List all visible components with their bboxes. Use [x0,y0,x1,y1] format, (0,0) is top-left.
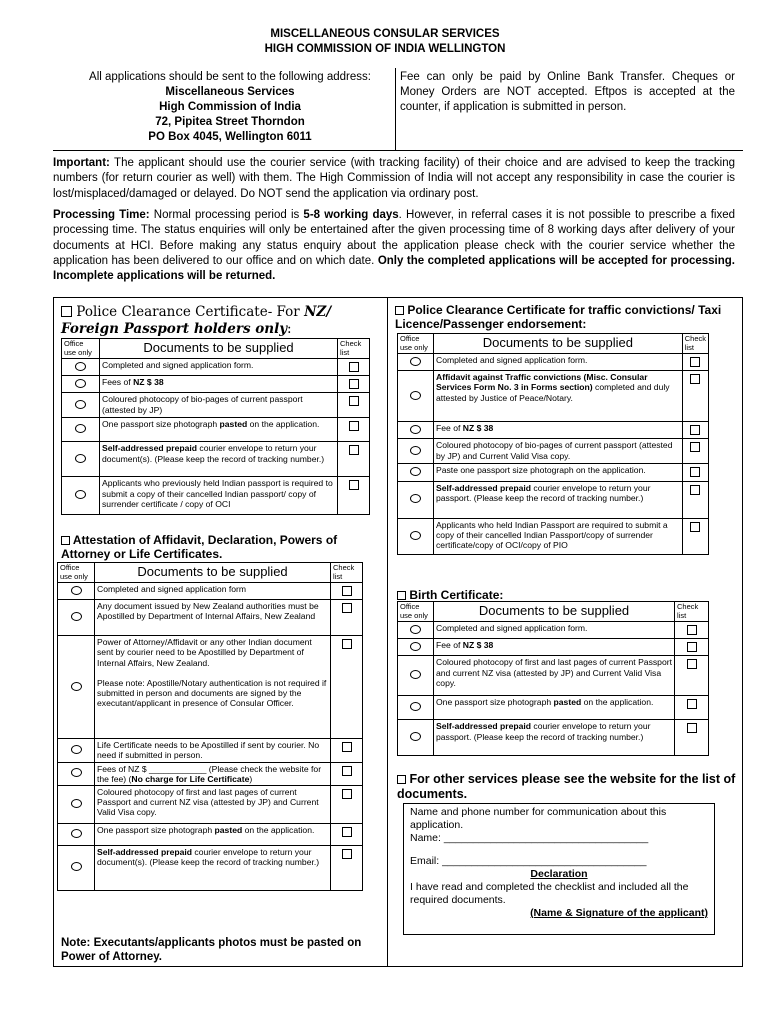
document-requirement [100,359,338,376]
office-use-cell [398,720,434,756]
declaration-box [403,803,715,935]
requirement-emphasis: No charge for Life Certificate [131,773,250,784]
document-requirement [100,418,338,442]
table-row [58,739,363,762]
table-row [398,696,709,720]
office-use-cell [398,439,434,464]
address-intro: All applications should be sent to the following address: [89,71,371,83]
office-use-marker[interactable] [410,732,421,741]
table-row [398,656,709,696]
document-requirement [95,739,331,762]
office-use-marker[interactable] [410,625,421,634]
table-row [58,762,363,785]
col-office: Office use only [62,339,100,359]
office-use-marker[interactable] [71,829,82,838]
address-line: PO Box 4045, Wellington 6011 [148,131,312,143]
checklist-checkbox[interactable] [349,396,359,406]
requirement-text: courier envelope to return your document(s). (Please keep the record of tracking number.) [97,847,320,868]
office-use-marker[interactable] [75,454,86,463]
checklist-checkbox[interactable] [690,485,700,495]
frame-bottom [53,966,743,967]
office-use-cell [398,371,434,422]
requirement-emphasis: pasted [214,825,243,836]
col-office: Office use only [398,334,434,354]
table-row [398,464,709,481]
address-block [60,70,400,145]
office-use-marker[interactable] [75,424,86,433]
requirement-text: completed and duly attested by Justice of Peace/Notary. [436,382,670,403]
col-docs: Documents to be supplied [100,339,338,359]
requirement-text: ) [249,773,253,784]
col-docs: Documents to be supplied [434,602,675,622]
office-use-cell [62,376,100,393]
requirement-text: courier envelope to return your passport. (Please keep the record of tracking number.) [436,721,651,742]
col-office: Office use only [398,602,434,622]
table-row [398,622,709,639]
document-requirement [95,583,331,600]
checklist-cell [675,696,709,720]
office-use-cell [398,464,434,481]
processing-warning: Only the completed applications will be accepted for processing. Incomplete applications will be returned. [53,254,735,283]
table-row [62,393,370,418]
checklist-checkbox[interactable] [349,445,359,455]
office-use-cell [58,846,95,891]
document-requirement [434,371,683,422]
col-check: Check list [331,563,363,583]
requirement-text: One passport size photograph [436,697,554,708]
requirement-emphasis: Affidavit against Traffic convictions (Misc. Consular Services Form No. 3 in Forms section) [436,372,648,393]
document-requirement [95,846,331,891]
table-row [398,481,709,518]
requirement-emphasis: NZ $ 38 [462,423,494,434]
document-requirement [434,439,683,464]
office-use-cell [58,583,95,600]
requirement-emphasis: pasted [219,419,248,430]
birth-title-text: Birth Certificate: [409,588,504,602]
office-use-marker[interactable] [410,467,421,476]
pcc-traffic-table [397,333,709,555]
checklist-checkbox[interactable] [687,699,697,709]
checklist-cell [331,786,363,824]
section-checkbox[interactable] [397,775,406,784]
requirement-text: Completed and signed application form [97,584,247,594]
requirement-text: Paste one passport size photograph on the application. [436,465,646,476]
office-use-cell [58,824,95,846]
checklist-cell [331,739,363,762]
contact-instruction: Name and phone number for communication about this application. [410,806,667,831]
table-row [398,354,709,371]
office-use-marker[interactable] [71,768,82,777]
checklist-cell [682,464,708,481]
checklist-cell [331,636,363,739]
affidavit-title [61,533,381,561]
pcc-nz-title [61,304,385,338]
office-use-cell [62,393,100,418]
other-services-title [397,772,737,802]
requirement-text: on the application. [247,419,320,430]
requirement-emphasis: Self-addressed prepaid [436,721,532,732]
office-use-marker[interactable] [75,490,86,499]
table-row [398,371,709,422]
office-use-marker[interactable] [410,446,421,455]
declaration-title: Declaration [530,868,588,880]
checklist-cell [338,359,370,376]
table-row [58,786,363,824]
checklist-checkbox[interactable] [342,586,352,596]
pcc-nz-title-b: NZ/ Foreign Passport holders only [61,304,332,337]
table-header [398,334,709,354]
important-paragraph [53,156,735,202]
requirement-text: on the application. [581,697,654,708]
document-requirement [434,720,675,756]
office-use-cell [58,739,95,762]
checklist-checkbox[interactable] [690,522,700,532]
requirement-text: Life Certificate needs to be Apostilled if sent by courier. No need if submitted in person. [97,740,320,761]
checklist-checkbox[interactable] [690,425,700,435]
table-row [58,600,363,636]
requirement-emphasis: Self-addressed prepaid [102,443,198,454]
checklist-cell [331,600,363,636]
office-use-marker[interactable] [410,531,421,540]
office-use-marker[interactable] [71,862,82,871]
requirement-emphasis: pasted [553,697,582,708]
checklist-cell [338,376,370,393]
requirement-text: Fees of [102,377,134,388]
address-divider [395,68,396,150]
checklist-cell [675,720,709,756]
checklist-cell [331,824,363,846]
checklist-checkbox[interactable] [342,603,352,613]
requirement-emphasis: NZ $ 38 [133,377,164,388]
requirement-text: Coloured photocopy of bio-pages of current passport (attested by JP) [102,394,303,415]
requirement-note: Please note: Apostille/Notary authentication is not required if submitted in person and documents are signed by the executant/applicant in presence of Consular Officer. [97,677,327,709]
checklist-checkbox[interactable] [349,362,359,372]
section-checkbox[interactable] [395,306,404,315]
important-label: Important: [53,157,110,169]
requirement-text: Fee of [436,640,463,651]
checklist-cell [675,656,709,696]
requirement-text: Fees of NZ $ ____________ (Please check the website for the fee) ( [97,763,322,784]
office-use-cell [58,636,95,739]
checklist-checkbox[interactable] [349,379,359,389]
checklist-checkbox[interactable] [687,642,697,652]
document-requirement [434,639,675,656]
office-use-cell [398,481,434,518]
document-requirement [434,622,675,639]
name-field[interactable]: Name: ___________________________________ [410,832,649,844]
office-use-cell [58,762,95,785]
office-use-cell [62,442,100,477]
section-checkbox[interactable] [397,591,406,600]
affidavit-title-text: Attestation of Affidavit, Declaration, Powers of Attorney or Life Certificates. [61,533,338,561]
birth-table [397,601,709,756]
document-requirement [100,393,338,418]
table-row [58,824,363,846]
office-use-marker[interactable] [71,612,82,621]
document-requirement [100,477,338,515]
table-header [398,602,709,622]
table-row [58,846,363,891]
checklist-cell [338,418,370,442]
birth-title [397,588,717,602]
office-use-cell [398,422,434,439]
requirement-text: Applicants who previously held Indian passport is required to submit a copy of their cancelled Indian passport/ copy of surrender certificate / copy of OCI [102,478,333,509]
checklist-cell [331,762,363,785]
office-use-marker[interactable] [410,391,421,400]
document-requirement [434,464,683,481]
requirement-text: Any document issued by New Zealand authorities must be Apostilled by Department of Internal Affairs, New Zealand [97,601,319,622]
checklist-cell [675,622,709,639]
checklist-checkbox[interactable] [687,659,697,669]
header-subtitle: HIGH COMMISSION OF INDIA WELLINGTON [264,43,506,55]
pcc-traffic-title [395,303,740,331]
frame-middle [387,297,388,967]
checklist-cell [682,439,708,464]
office-use-cell [398,696,434,720]
important-text: The applicant should use the courier service (with tracking facility) of their choice and are advised to keep the tracking numbers (for return courier as well) with them. The High Commission of India will not accept any responsibility in case the courier is lost/misplaced/damaged or delayed. Do NOT send the application via ordinary post. [53,157,735,200]
office-use-cell [398,622,434,639]
affidavit-note: Note: Executants/applicants photos must be pasted on Power of Attorney. [61,937,362,963]
office-use-cell [398,518,434,554]
checklist-checkbox[interactable] [690,442,700,452]
checklist-checkbox[interactable] [687,625,697,635]
document-requirement [434,354,683,371]
requirement-emphasis: NZ $ 38 [462,640,494,651]
document-requirement [95,600,331,636]
office-use-marker[interactable] [410,642,421,651]
pcc-nz-title-c: : [287,321,292,337]
requirement-emphasis: Self-addressed prepaid [436,482,532,493]
office-use-marker[interactable] [75,400,86,409]
processing-text: . However, in referral cases it is not possible to prescribe a fixed processing time. The status enquiries will only be entertained after the given processing time of 8 working days after delivery of your documents at HCI. Before making any status enquiry about the application please check with the courier service whether the application has been delivered to our office and on which date. [53,209,736,267]
table-row [398,639,709,656]
processing-paragraph [53,208,735,284]
requirement-text: One passport size photograph [97,825,215,836]
document-requirement [95,636,331,739]
requirement-text: courier envelope to return your passport. (Please keep the record of tracking number.) [436,482,651,503]
checklist-checkbox[interactable] [349,480,359,490]
requirement-emphasis: Self-addressed prepaid [97,847,193,858]
checklist-cell [682,354,708,371]
checklist-cell [331,583,363,600]
table-row [398,422,709,439]
col-check: Check list [338,339,370,359]
section-checkbox[interactable] [61,536,70,545]
frame-right [742,297,743,967]
requirement-text: Completed and signed application form. [436,623,588,633]
requirement-text: on the application. [242,825,315,836]
frame-left [53,297,54,967]
checklist-cell [338,393,370,418]
checklist-checkbox[interactable] [690,467,700,477]
document-requirement [434,656,675,696]
requirement-text: Coloured photocopy of first and last pages of current Passport and current NZ visa (attested by JP) and Current Valid Visa copy. [436,657,672,688]
email-field[interactable]: Email: ___________________________________ [410,855,647,867]
pcc-nz-table [61,338,370,515]
checklist-checkbox[interactable] [349,421,359,431]
affidavit-table [57,562,363,891]
checklist-checkbox[interactable] [342,849,352,859]
checklist-cell [682,371,708,422]
checklist-checkbox[interactable] [342,766,352,776]
processing-days: 5-8 working days [303,209,399,221]
table-row [398,439,709,464]
requirement-text: Completed and signed application form. [436,355,588,365]
document-requirement [100,442,338,477]
requirement-text: Completed and signed application form. [102,360,254,370]
header-title: MISCELLANEOUS CONSULAR SERVICES [270,28,500,40]
document-requirement [434,696,675,720]
requirement-text: Applicants who held Indian Passport are required to submit a copy of their cancelled Indian Passport/copy of surrender certificate/copy of OCI/copy of PIO [436,519,668,551]
fee-note: Fee can only be paid by Online Bank Transfer. Cheques or Money Orders are NOT accepted. Eftpos is accepted at the counter, if application is submitted in person. [400,71,735,113]
col-docs: Documents to be supplied [434,334,683,354]
table-header [62,339,370,359]
office-use-cell [58,786,95,824]
checklist-checkbox[interactable] [690,357,700,367]
office-use-marker[interactable] [410,494,421,503]
office-use-cell [398,656,434,696]
office-use-cell [62,359,100,376]
table-row [58,583,363,600]
col-check: Check list [682,334,708,354]
checklist-cell [338,442,370,477]
requirement-text: courier envelope to return your document(s). (Please keep the record of tracking number.) [102,443,325,464]
processing-label: Processing Time: [53,209,150,221]
office-use-cell [398,639,434,656]
office-use-marker[interactable] [71,799,82,808]
table-row [62,418,370,442]
table-row [62,442,370,477]
document-requirement [95,762,331,785]
office-use-marker[interactable] [75,362,86,371]
document-requirement [434,481,683,518]
checklist-cell [682,422,708,439]
table-row [398,518,709,554]
checklist-cell [682,518,708,554]
table-row [62,376,370,393]
office-use-cell [58,600,95,636]
pcc-nz-title-a: Police Clearance Certificate- For [76,304,305,320]
office-use-cell [62,477,100,515]
other-services-title-text: For other services please see the website for the list of documents. [397,772,736,801]
document-requirement [100,376,338,393]
document-requirement [95,786,331,824]
requirement-text: One passport size photograph [102,419,220,430]
table-row [58,636,363,739]
frame-top [53,297,743,298]
address-line: Miscellaneous Services [165,86,295,98]
checklist-checkbox[interactable] [342,639,352,649]
checklist-cell [338,477,370,515]
requirement-text: Coloured photocopy of bio-pages of current passport (attested by JP) and Current Valid Visa copy. [436,440,673,461]
section-checkbox[interactable] [61,306,72,317]
table-row [62,359,370,376]
office-use-marker[interactable] [410,425,421,434]
checklist-checkbox[interactable] [687,723,697,733]
checklist-cell [682,481,708,518]
office-use-cell [398,354,434,371]
office-use-marker[interactable] [410,357,421,366]
processing-text: Normal processing period is [149,209,304,221]
checklist-cell [331,846,363,891]
office-use-marker[interactable] [410,702,421,711]
office-use-marker[interactable] [71,745,82,754]
checklist-checkbox[interactable] [342,789,352,799]
declaration-text: I have read and completed the checklist and included all the required documents. [410,881,689,906]
requirement-text: Fee of [436,423,463,434]
address-line: 72, Pipitea Street Thorndon [155,116,305,128]
col-docs: Documents to be supplied [95,563,331,583]
office-use-cell [62,418,100,442]
checklist-checkbox[interactable] [690,374,700,384]
office-use-marker[interactable] [71,586,82,595]
table-row [62,477,370,515]
table-header [58,563,363,583]
document-requirement [434,518,683,554]
document-requirement [95,824,331,846]
office-use-marker[interactable] [410,670,421,679]
office-use-marker[interactable] [75,379,86,388]
pcc-traffic-title-text: Police Clearance Certificate for traffic convictions/ Taxi Licence/Passenger endorsement: [395,303,722,331]
address-line: High Commission of India [159,101,301,113]
checklist-checkbox[interactable] [342,742,352,752]
col-check: Check list [675,602,709,622]
requirement-text: Power of Attorney/Affidavit or any other Indian document sent by courier need to be Apostilled by Department of Internal Affairs, New Zealand. [97,637,312,668]
col-office: Office use only [58,563,95,583]
header-rule [53,150,743,151]
office-use-marker[interactable] [71,682,82,691]
checklist-cell [675,639,709,656]
signature-line[interactable]: (Name & Signature of the applicant) [530,907,708,919]
checklist-checkbox[interactable] [342,827,352,837]
table-row [398,720,709,756]
requirement-text: Coloured photocopy of first and last pages of current Passport and current NZ visa (attested by JP) and Current Valid Visa copy. [97,787,319,818]
document-requirement [434,422,683,439]
